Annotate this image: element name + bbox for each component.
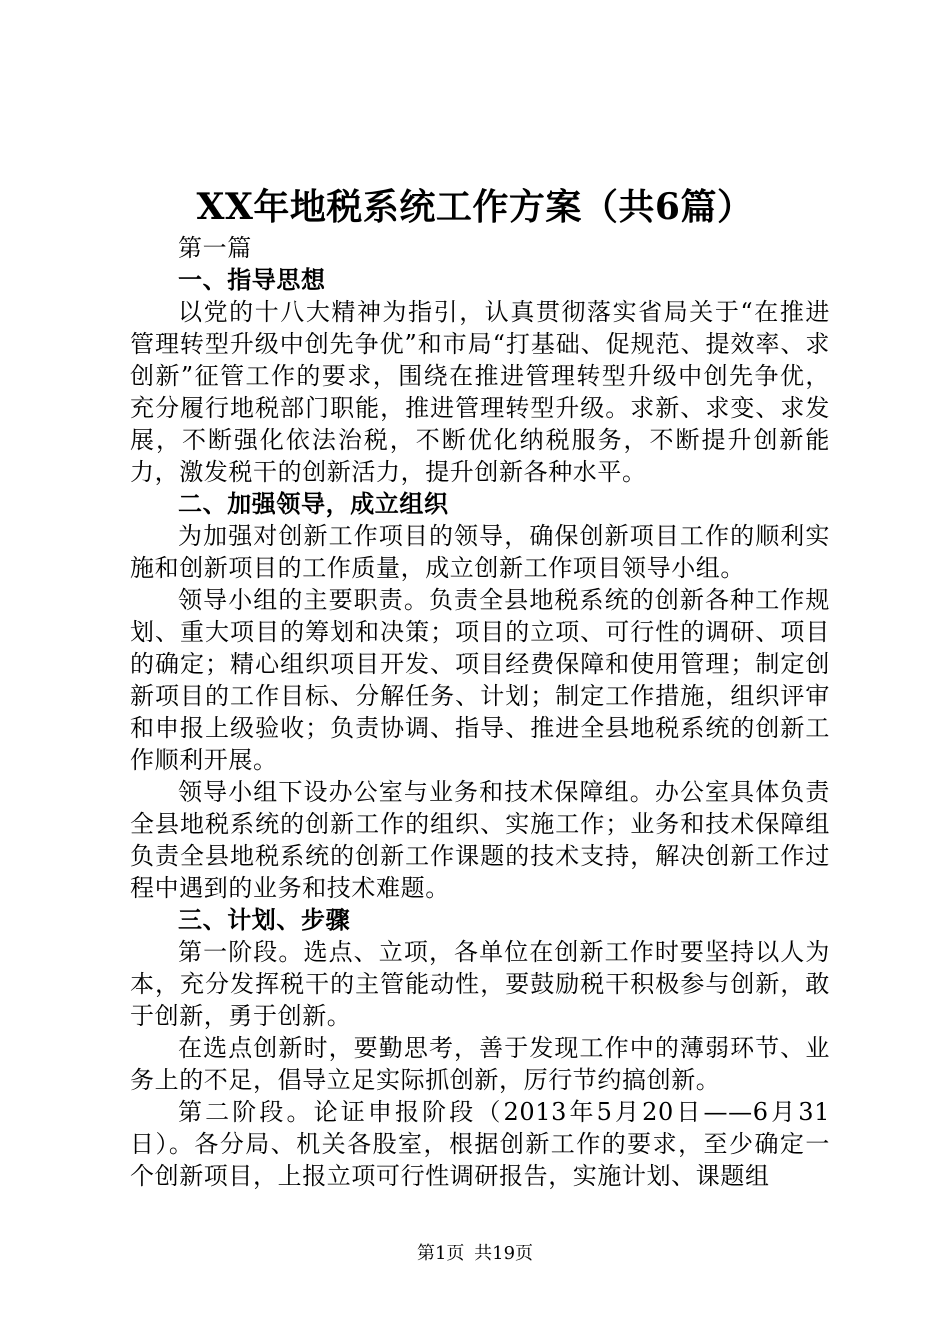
document-title: XX年地税系统工作方案（共6篇） [196, 186, 754, 228]
page-footer [0, 1242, 950, 1266]
section-label: 第一篇 [178, 234, 252, 262]
paragraph: 领导小组下设办公室与业务和技术保障组。办公室具体负责全县地税系统的创新工作的组织、实施工作；业务和技术保障组负责全县地税系统的创新工作课题的技术支持，解决创新工作过程中遇到的业务和技术难题。 [130, 778, 830, 902]
document-body [130, 232, 830, 1192]
paragraph: 以党的十八大精神为指引，认真贯彻落实省局关于“在推进管理转型升级中创先争优”和市局“打基础、促规范、提效率、求创新”征管工作的要求，围绕在推进管理转型升级中创先争优，充分履行地税部门职能，推进管理转型升级。求新、求变、求发展，不断强化依法治税，不断优化纳税服务，不断提升创新能力，激发税干的创新活力，提升创新各种水平。 [130, 298, 830, 486]
page-number-total: 共19页 [474, 1243, 534, 1264]
paragraph: 第一阶段。选点、立项，各单位在创新工作时要坚持以人为本，充分发挥税干的主管能动性，要鼓励税干积极参与创新，敢于创新，勇于创新。 [130, 938, 830, 1030]
paragraph: 领导小组的主要职责。负责全县地税系统的创新各种工作规划、重大项目的筹划和决策；项目的立项、可行性的调研、项目的确定；精心组织项目开发、项目经费保障和使用管理；制定创新项目的工作目标、分解任务、计划；制定工作措施，组织评审和申报上级验收；负责协调、指导、推进全县地税系统的创新工作顺利开展。 [130, 586, 830, 774]
section-heading-plan-steps: 三、计划、步骤 [178, 905, 351, 934]
paragraph: 第二阶段。论证申报阶段（2013年5月20日——6月31日）。各分局、机关各股室，根据创新工作的要求，至少确定一个创新项目，上报立项可行性调研报告，实施计划、课题组 [130, 1098, 830, 1190]
paragraph: 在选点创新时，要勤思考，善于发现工作中的薄弱环节、业务上的不足，倡导立足实际抓创新，厉行节约搞创新。 [130, 1034, 830, 1094]
section-heading-leadership: 二、加强领导，成立组织 [178, 489, 449, 518]
page-number-current: 第1页 [416, 1243, 465, 1264]
section-heading-guiding-ideology: 一、指导思想 [178, 265, 326, 294]
paragraph: 为加强对创新工作项目的领导，确保创新项目工作的顺利实施和创新项目的工作质量，成立创新工作项目领导小组。 [130, 522, 830, 582]
